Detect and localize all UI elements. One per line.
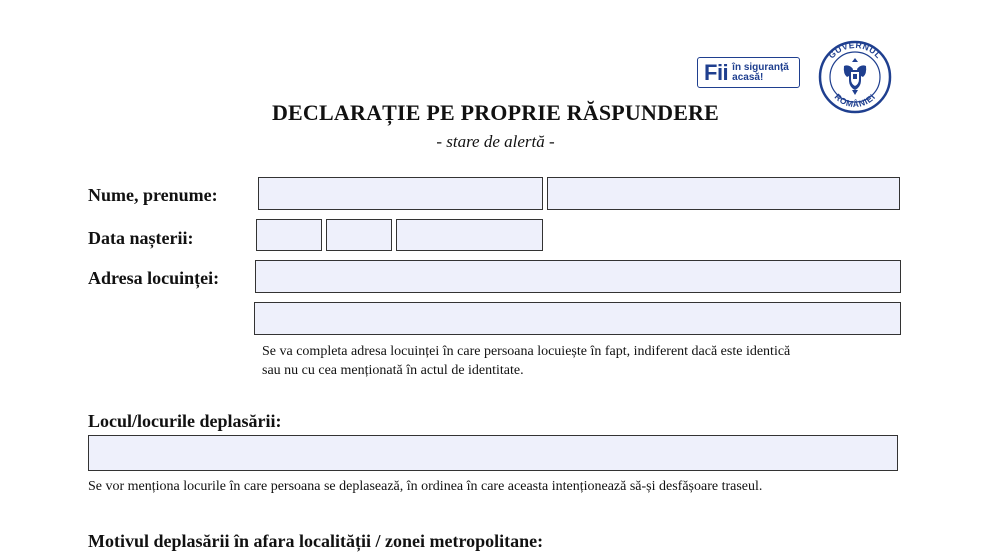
fii-in-siguranta-logo — [697, 57, 800, 88]
birth-day-field[interactable] — [256, 219, 322, 251]
address-label: Adresa locuinței: — [88, 268, 220, 288]
travel-reason-label: Motivul deplasării în afara localității / zonei metropolitane: — [88, 531, 544, 551]
svg-text:GUVERNUL: GUVERNUL — [826, 40, 884, 61]
travel-places-label: Locul/locurile deplasării: — [88, 411, 282, 431]
page-subtitle: - stare de alertă - — [436, 132, 555, 151]
fii-logo-text: Fii — [704, 59, 729, 85]
svg-text:ROMÂNIEI: ROMÂNIEI — [832, 91, 878, 110]
address-field-line2[interactable] — [254, 302, 901, 335]
birth-year-field[interactable] — [396, 219, 543, 251]
address-field-line1[interactable] — [255, 260, 901, 293]
birth-month-field[interactable] — [326, 219, 392, 251]
birth-date-label: Data nașterii: — [88, 228, 194, 248]
fii-logo-tagline-line1: în siguranță — [732, 61, 789, 73]
address-note-line1: Se va completa adresa locuinței în care persoana locuiește în fapt, indiferent dacă este identică — [262, 344, 791, 359]
address-note-line2: sau nu cu cea menționată în actul de identitate. — [262, 363, 524, 378]
name-label: Nume, prenume: — [88, 185, 218, 205]
fii-logo-tagline-line2: acasă! — [732, 71, 764, 83]
last-name-field[interactable] — [258, 177, 543, 210]
fii-logo-tagline — [732, 63, 789, 83]
first-name-field[interactable] — [547, 177, 900, 210]
travel-places-field[interactable] — [88, 435, 898, 471]
page-title: DECLARAȚIE PE PROPRIE RĂSPUNDERE — [271, 100, 720, 125]
address-note — [262, 342, 790, 380]
travel-places-note: Se vor menționa locurile în care persoana se deplasează, în ordinea în care aceasta intenționează să-și desfășoare traseul. — [88, 479, 763, 494]
